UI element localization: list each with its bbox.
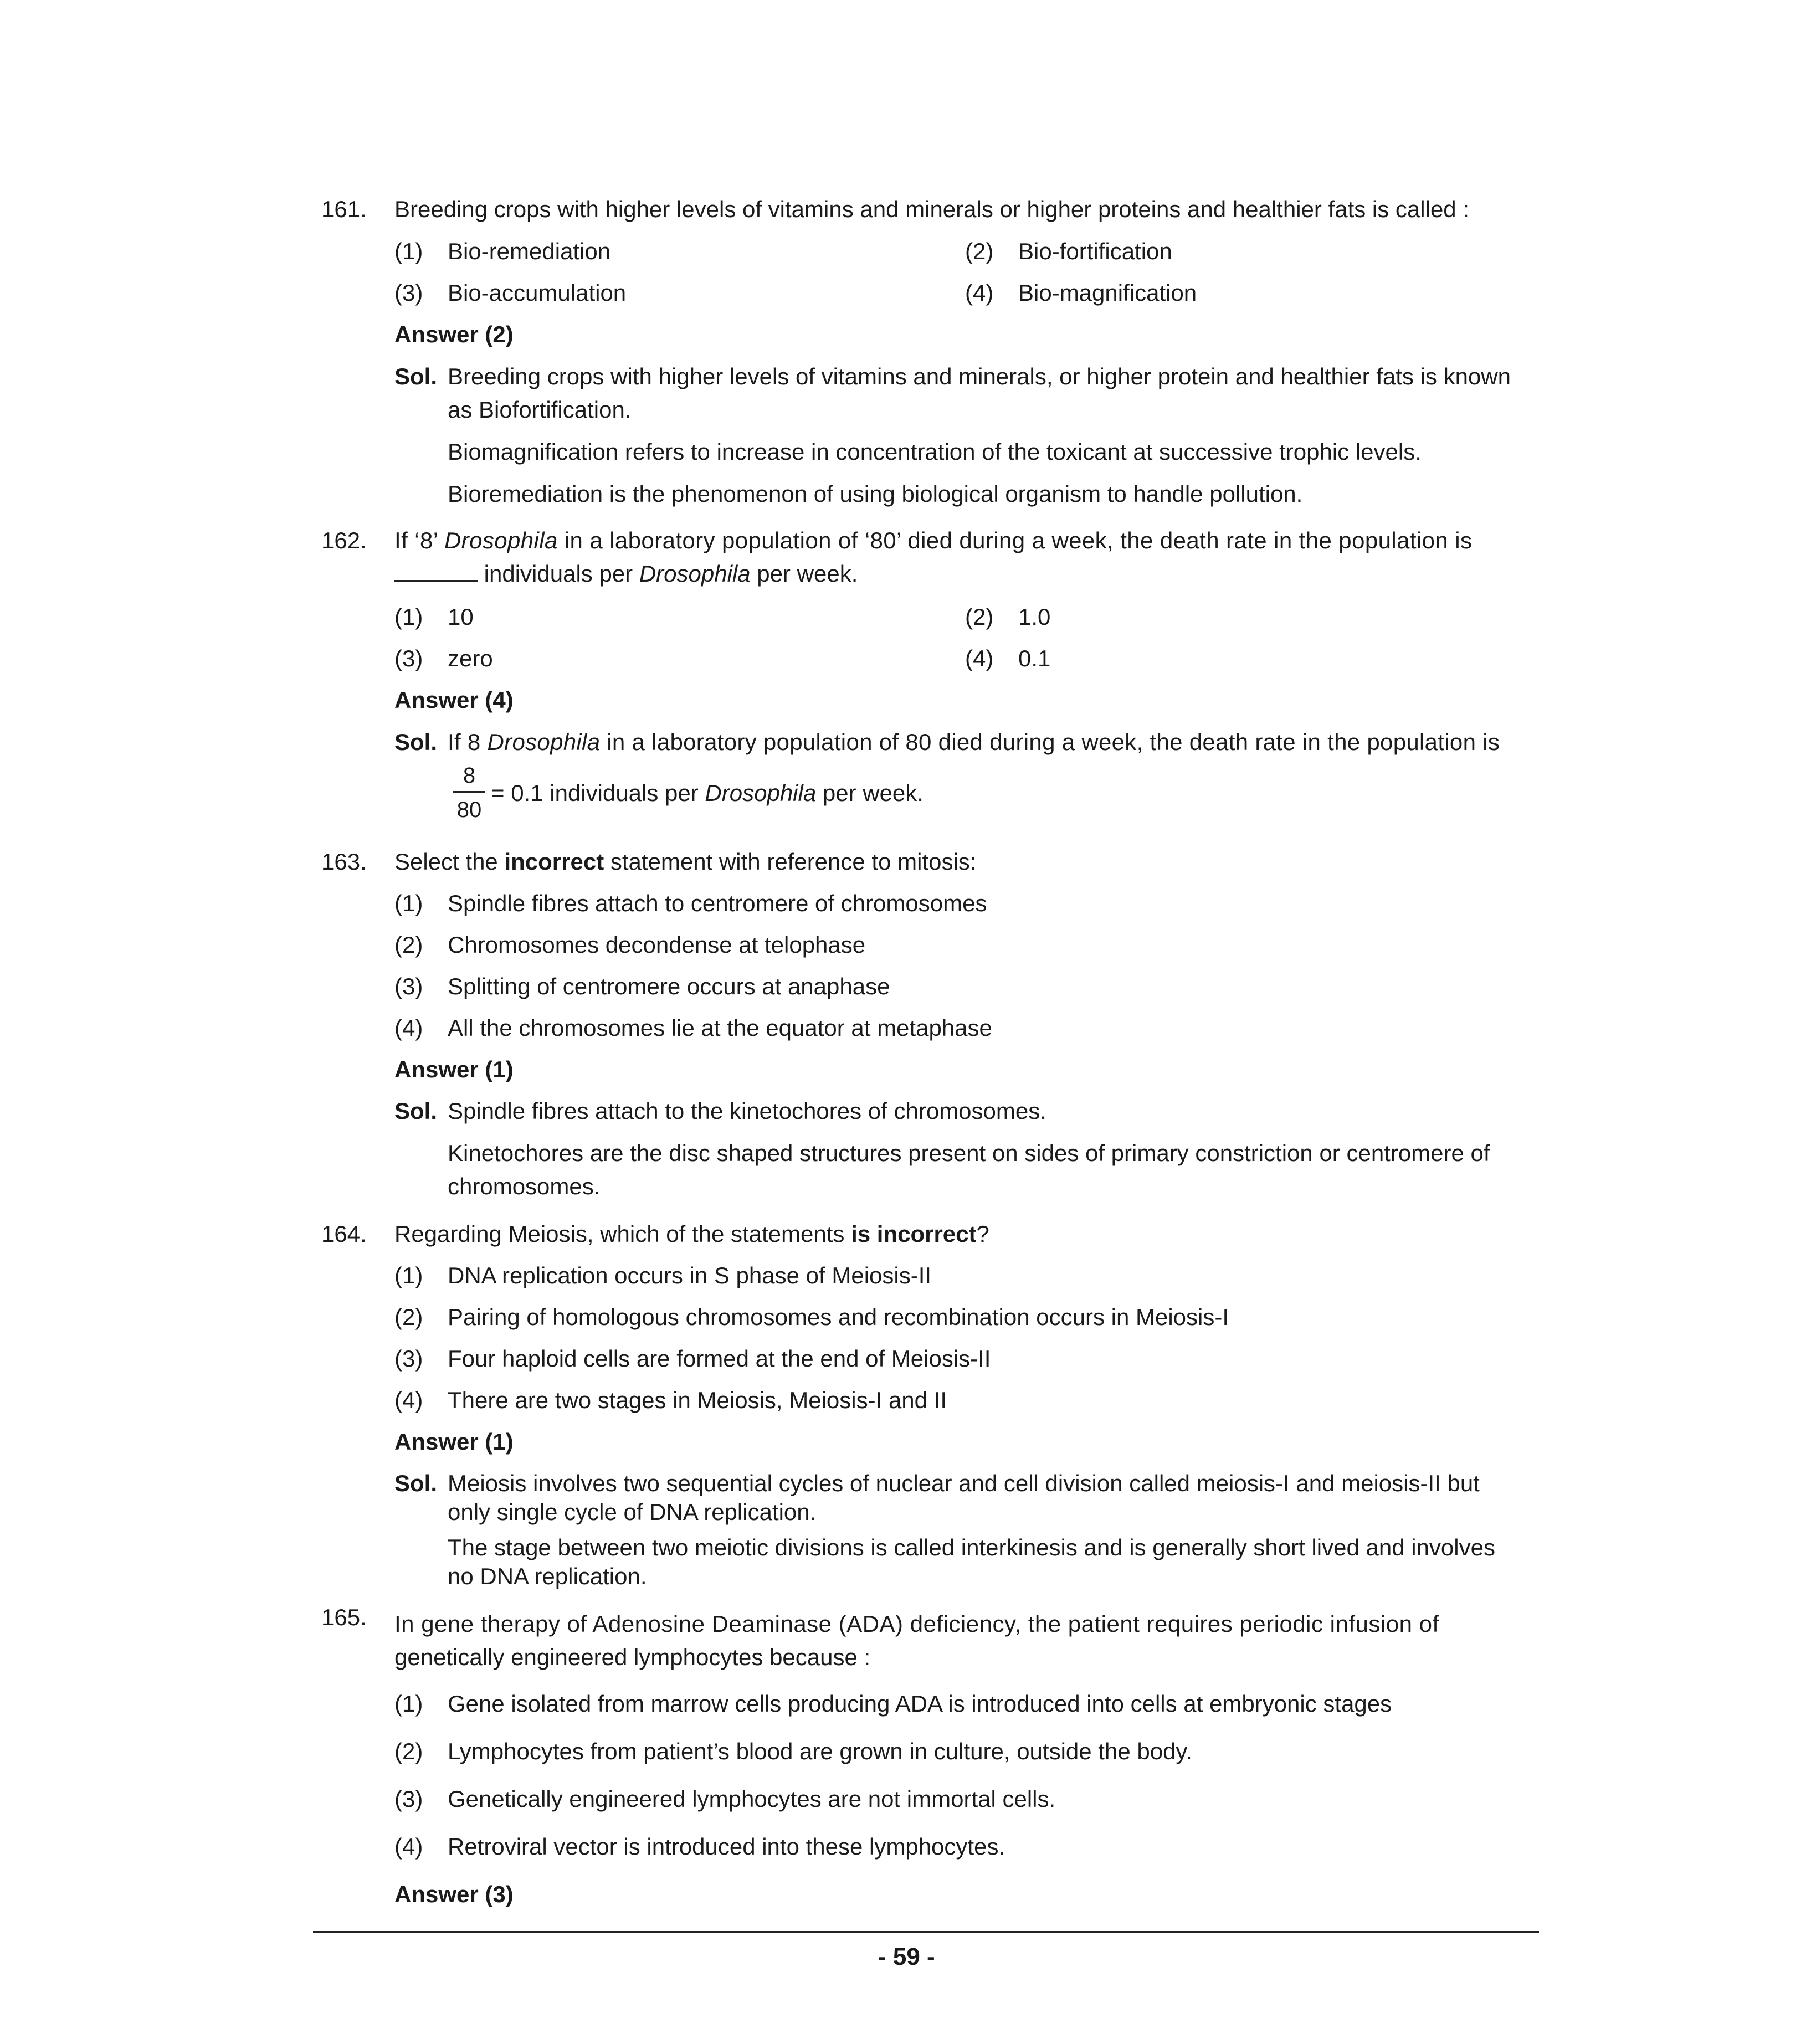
answer-value: (4) bbox=[485, 687, 514, 713]
option-text: Chromosomes decondense at telophase bbox=[448, 932, 866, 958]
option-number: (4) bbox=[394, 1387, 423, 1413]
option-number: (1) bbox=[394, 1691, 423, 1717]
option-text: 10 bbox=[448, 604, 474, 630]
solution-text: Bioremediation is the phenomenon of using biological organism to handle pollution. bbox=[448, 481, 1303, 507]
option-number: (3) bbox=[394, 645, 423, 671]
question-number: 161. bbox=[321, 196, 367, 222]
option-text: Spindle fibres attach to centromere of chromosomes bbox=[448, 890, 987, 916]
option-number: (4) bbox=[394, 1015, 423, 1041]
option-text: DNA replication occurs in S phase of Meiosis-II bbox=[448, 1262, 932, 1288]
text-run: statement with reference to mitosis: bbox=[604, 849, 977, 875]
option-text: Lymphocytes from patient’s blood are grown in culture, outside the body. bbox=[448, 1738, 1192, 1764]
question-text: In gene therapy of Adenosine Deaminase (ADA) deficiency, the patient requires periodic infusion of bbox=[394, 1611, 1439, 1637]
question-number: 164. bbox=[321, 1221, 367, 1247]
option-text: Bio-accumulation bbox=[448, 280, 627, 306]
question-number: 163. bbox=[321, 849, 367, 875]
text-run: in a laboratory population of 80 died during a week, the death rate in the population is bbox=[600, 729, 1500, 755]
option-number: (1) bbox=[394, 604, 423, 630]
italic-term: Drosophila bbox=[487, 729, 601, 755]
solution-text: Meiosis involves two sequential cycles of nuclear and cell division called meiosis-I and meiosis-II but bbox=[448, 1470, 1480, 1496]
option-text: Splitting of centromere occurs at anaphase bbox=[448, 973, 890, 999]
text-run: individuals per bbox=[478, 561, 639, 587]
text-run: per week. bbox=[750, 561, 858, 587]
fraction-bar bbox=[453, 791, 485, 793]
solution-text: no DNA replication. bbox=[448, 1563, 647, 1589]
option-text: Pairing of homologous chromosomes and recombination occurs in Meiosis-I bbox=[448, 1304, 1229, 1330]
solution-label: Sol. bbox=[394, 729, 438, 755]
option-number: (1) bbox=[394, 890, 423, 916]
option-text: Bio-magnification bbox=[1018, 280, 1197, 306]
answer-line bbox=[394, 686, 514, 715]
option-number: (1) bbox=[394, 1262, 423, 1288]
solution-text: The stage between two meiotic divisions is called interkinesis and is generally short lived and involves bbox=[448, 1534, 1495, 1560]
text-run: If ‘8’ bbox=[394, 527, 444, 553]
option-number: (1) bbox=[394, 238, 423, 264]
answer-value: (2) bbox=[485, 321, 514, 347]
text-run: Regarding Meiosis, which of the statements bbox=[394, 1221, 851, 1247]
answer-value: (1) bbox=[485, 1056, 514, 1082]
answer-label: Answer bbox=[394, 1881, 479, 1907]
option-text: Genetically engineered lymphocytes are not immortal cells. bbox=[448, 1786, 1056, 1812]
option-number: (2) bbox=[394, 932, 423, 958]
answer-value: (1) bbox=[485, 1429, 514, 1455]
option-text: 1.0 bbox=[1018, 604, 1051, 630]
footer-rule bbox=[313, 1931, 1539, 1933]
solution-text: Spindle fibres attach to the kinetochores of chromosomes. bbox=[448, 1098, 1046, 1124]
solution-text: Breeding crops with higher levels of vitamins and minerals, or higher protein and healthier fats is known bbox=[448, 363, 1511, 389]
option-number: (3) bbox=[394, 280, 423, 306]
question-text bbox=[394, 559, 858, 588]
solution-text: Biomagnification refers to increase in concentration of the toxicant at successive trophic levels. bbox=[448, 439, 1422, 465]
option-text: Bio-fortification bbox=[1018, 238, 1172, 264]
text-run: per week. bbox=[816, 780, 924, 806]
option-text: Gene isolated from marrow cells producing ADA is introduced into cells at embryonic stages bbox=[448, 1691, 1392, 1717]
solution-text bbox=[448, 728, 1500, 757]
text-run: = 0.1 individuals per bbox=[491, 780, 705, 806]
option-number: (2) bbox=[394, 1304, 423, 1330]
question-text bbox=[394, 1220, 989, 1249]
option-number: (3) bbox=[394, 973, 423, 999]
text-run: in a laboratory population of ‘80’ died during a week, the death rate in the population is bbox=[557, 527, 1473, 553]
option-number: (4) bbox=[965, 645, 994, 671]
text-run: Select the bbox=[394, 849, 505, 875]
option-text: Retroviral vector is introduced into these lymphocytes. bbox=[448, 1834, 1005, 1860]
option-text: All the chromosomes lie at the equator at metaphase bbox=[448, 1015, 992, 1041]
italic-term: Drosophila bbox=[639, 561, 751, 587]
fraction-numerator: 8 bbox=[463, 763, 476, 788]
answer-label: Answer bbox=[394, 321, 479, 347]
italic-term: Drosophila bbox=[705, 780, 817, 806]
fill-blank bbox=[394, 560, 478, 582]
answer-line bbox=[394, 320, 514, 349]
answer-label: Answer bbox=[394, 1056, 479, 1082]
solution-text: only single cycle of DNA replication. bbox=[448, 1499, 817, 1525]
bold-term: is incorrect bbox=[851, 1221, 977, 1247]
answer-label: Answer bbox=[394, 687, 479, 713]
option-number: (4) bbox=[965, 280, 994, 306]
text-run: If 8 bbox=[448, 729, 488, 755]
bold-term: incorrect bbox=[504, 849, 604, 875]
option-text: Bio-remediation bbox=[448, 238, 611, 264]
answer-line bbox=[394, 1055, 514, 1084]
option-number: (3) bbox=[394, 1345, 423, 1372]
question-number: 165. bbox=[321, 1604, 367, 1630]
option-number: (2) bbox=[965, 604, 994, 630]
answer-value: (3) bbox=[485, 1881, 514, 1907]
option-number: (3) bbox=[394, 1786, 423, 1812]
answer-line bbox=[394, 1880, 514, 1909]
option-number: (2) bbox=[394, 1738, 423, 1764]
option-text: Four haploid cells are formed at the end of Meiosis-II bbox=[448, 1345, 991, 1372]
solution-text: Kinetochores are the disc shaped structures present on sides of primary constriction or centromere of bbox=[448, 1140, 1490, 1166]
solution-text: as Biofortification. bbox=[448, 397, 632, 423]
question-text: Breeding crops with higher levels of vitamins and minerals or higher proteins and healthier fats is called : bbox=[394, 196, 1469, 222]
page-number: - 59 - bbox=[878, 1943, 935, 1970]
fraction-denominator: 80 bbox=[456, 798, 482, 822]
option-text: 0.1 bbox=[1018, 645, 1051, 671]
text-run: ? bbox=[976, 1221, 989, 1247]
solution-label: Sol. bbox=[394, 1098, 438, 1124]
solution-text bbox=[491, 779, 924, 808]
question-number: 162. bbox=[321, 527, 367, 553]
option-number: (4) bbox=[394, 1834, 423, 1860]
italic-term: Drosophila bbox=[444, 527, 558, 553]
option-number: (2) bbox=[965, 238, 994, 264]
question-text bbox=[394, 848, 976, 876]
solution-label: Sol. bbox=[394, 1470, 438, 1496]
option-text: There are two stages in Meiosis, Meiosis-I and II bbox=[448, 1387, 947, 1413]
answer-label: Answer bbox=[394, 1429, 479, 1455]
question-text bbox=[394, 526, 1472, 555]
solution-label: Sol. bbox=[394, 363, 438, 389]
answer-line bbox=[394, 1427, 514, 1456]
solution-text: chromosomes. bbox=[448, 1173, 601, 1199]
option-text: zero bbox=[448, 645, 493, 671]
question-text: genetically engineered lymphocytes because : bbox=[394, 1644, 871, 1670]
